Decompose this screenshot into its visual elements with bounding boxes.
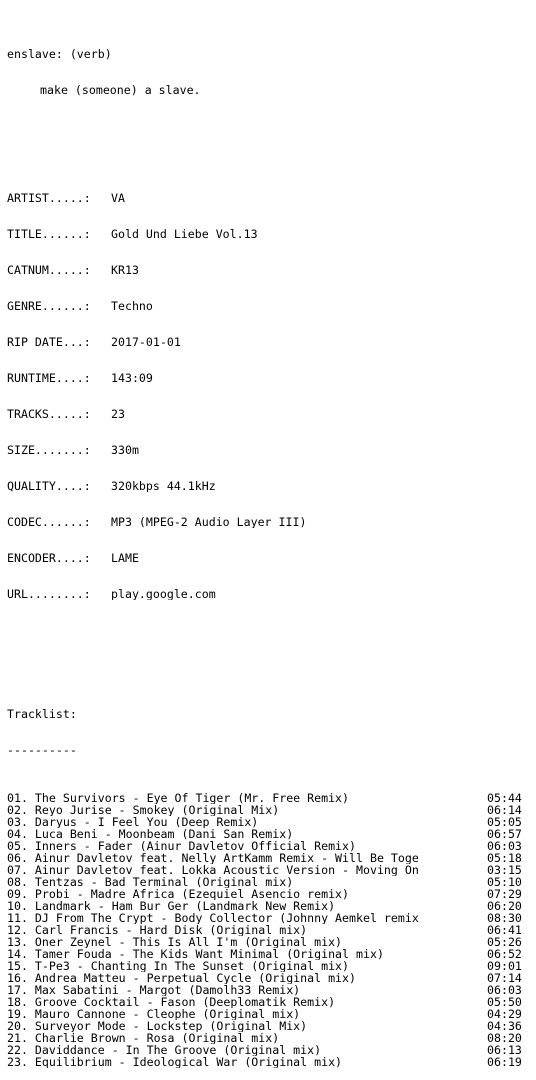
track-row [7, 972, 536, 984]
track-row [7, 948, 536, 960]
track-row [7, 924, 536, 936]
track-row [7, 1032, 536, 1044]
nfo-document [7, 24, 536, 1080]
info-key: ARTIST.....: [7, 192, 91, 204]
track-title: 13. Oner Zeynel - This Is All I'm (Original mix) [7, 936, 343, 948]
definition-term: enslave: (verb) [7, 48, 112, 60]
track-title: 17. Max Sabatini - Margot (Damolh33 Remix) [7, 984, 301, 996]
track-duration: 05:50 [487, 995, 522, 1009]
track-title: 12. Carl Francis - Hard Disk (Original mix) [7, 924, 308, 936]
info-key: TITLE......: [7, 228, 91, 240]
info-value: 2017-01-01 [111, 336, 181, 348]
track-title: 01. The Survivors - Eye Of Tiger (Mr. Free Remix) [7, 792, 350, 804]
info-value: play.google.com [111, 588, 216, 600]
info-row-encoder [7, 552, 536, 564]
info-row-quality [7, 480, 536, 492]
track-row [7, 1008, 536, 1020]
track-title: 04. Luca Beni - Moonbeam (Dani San Remix) [7, 828, 294, 840]
info-value: Techno [111, 300, 153, 312]
tracklist-rule: ---------- [7, 744, 77, 756]
info-key: CATNUM.....: [7, 264, 91, 276]
track-duration: 06:03 [487, 839, 522, 853]
track-row [7, 792, 536, 804]
info-key: URL........: [7, 588, 91, 600]
track-duration: 03:15 [487, 863, 522, 877]
track-duration: 06:41 [487, 923, 522, 937]
info-key: RUNTIME....: [7, 372, 91, 384]
track-title: 15. T-Pe3 - Chanting In The Sunset (Original mix) [7, 960, 350, 972]
info-row-url [7, 588, 536, 600]
track-duration: 05:05 [487, 815, 522, 829]
info-key: ENCODER....: [7, 552, 91, 564]
track-duration: 08:30 [487, 911, 522, 925]
info-row-catnum [7, 264, 536, 276]
info-value: 143:09 [111, 372, 153, 384]
track-duration: 05:18 [487, 851, 522, 865]
track-row [7, 996, 536, 1008]
track-row [7, 1020, 536, 1032]
track-title: 16. Andrea Matteu - Perpetual Cycle (Original mix) [7, 972, 357, 984]
info-key: RIP DATE...: [7, 336, 91, 348]
info-value: 330m [111, 444, 139, 456]
track-duration: 06:57 [487, 827, 522, 841]
track-row [7, 876, 536, 888]
track-duration: 09:01 [487, 959, 522, 973]
track-duration: 06:13 [487, 1043, 522, 1057]
info-value: VA [111, 192, 125, 204]
track-row [7, 840, 536, 852]
track-row [7, 888, 536, 900]
track-row [7, 864, 536, 876]
track-title: 07. Ainur Davletov feat. Lokka Acoustic Version - Moving On [7, 864, 419, 876]
track-title: 19. Mauro Cannone - Cleophe (Original mix) [7, 1008, 301, 1020]
tracklist [7, 792, 536, 1068]
track-row [7, 852, 536, 864]
info-value: MP3 (MPEG-2 Audio Layer III) [111, 516, 307, 528]
track-duration: 05:10 [487, 875, 522, 889]
info-value: Gold Und Liebe Vol.13 [111, 228, 258, 240]
track-title: 09. Probi - Madre Africa (Ezequiel Asencio remix) [7, 888, 350, 900]
track-duration: 05:26 [487, 935, 522, 949]
info-row-rip-date [7, 336, 536, 348]
track-duration: 07:29 [487, 887, 522, 901]
track-title: 11. DJ From The Crypt - Body Collector (Johnny Aemkel remix [7, 912, 419, 924]
track-duration: 05:44 [487, 791, 522, 805]
track-row [7, 912, 536, 924]
track-row [7, 936, 536, 948]
info-key: GENRE......: [7, 300, 91, 312]
track-row [7, 804, 536, 816]
track-title: 06. Ainur Davletov feat. Nelly ArtKamm Remix - Will Be Toge [7, 852, 419, 864]
track-duration: 06:14 [487, 803, 522, 817]
info-row-codec [7, 516, 536, 528]
track-row [7, 960, 536, 972]
track-title: 18. Groove Cocktail - Fason (Deeplomatik Remix) [7, 996, 336, 1008]
track-title: 02. Reyo Jurise - Smokey (Original Mix) [7, 804, 280, 816]
tracklist-heading: Tracklist: [7, 708, 77, 720]
spacer [7, 120, 536, 132]
track-title: 21. Charlie Brown - Rosa (Original mix) [7, 1032, 280, 1044]
track-duration: 07:14 [487, 971, 522, 985]
track-title: 22. Daviddance - In The Groove (Original mix) [7, 1044, 322, 1056]
track-row [7, 984, 536, 996]
track-title: 08. Tentzas - Bad Terminal (Original mix) [7, 876, 294, 888]
track-duration: 06:52 [487, 947, 522, 961]
track-duration: 04:29 [487, 1007, 522, 1021]
track-duration: 04:36 [487, 1019, 522, 1033]
track-title: 05. Inners - Fader (Ainur Davletov Official Remix) [7, 840, 357, 852]
info-value: 320kbps 44.1kHz [111, 480, 216, 492]
info-row-size [7, 444, 536, 456]
info-row-artist [7, 192, 536, 204]
info-key: TRACKS.....: [7, 408, 91, 420]
track-duration: 06:03 [487, 983, 522, 997]
track-title: 14. Tamer Fouda - The Kids Want Minimal (Original mix) [7, 948, 384, 960]
track-duration: 08:20 [487, 1031, 522, 1045]
track-row [7, 900, 536, 912]
info-row-title [7, 228, 536, 240]
info-key: CODEC......: [7, 516, 91, 528]
info-row-genre [7, 300, 536, 312]
track-title: 20. Surveyor Mode - Lockstep (Original Mix) [7, 1020, 308, 1032]
track-title: 23. Equilibrium - Ideological War (Original mix) [7, 1056, 343, 1068]
track-title: 10. Landmark - Ham Bur Ger (Landmark New Remix) [7, 900, 336, 912]
track-duration: 06:19 [487, 1055, 522, 1069]
track-row [7, 816, 536, 828]
info-value: KR13 [111, 264, 139, 276]
release-info [7, 168, 536, 624]
track-row [7, 1044, 536, 1056]
info-row-runtime [7, 372, 536, 384]
track-row [7, 828, 536, 840]
info-value: LAME [111, 552, 139, 564]
track-duration: 06:20 [487, 899, 522, 913]
spacer [7, 660, 536, 672]
definition-meaning: make (someone) a slave. [40, 84, 201, 96]
info-row-tracks [7, 408, 536, 420]
info-key: QUALITY....: [7, 480, 91, 492]
track-title: 03. Daryus - I Feel You (Deep Remix) [7, 816, 259, 828]
info-value: 23 [111, 408, 125, 420]
info-key: SIZE.......: [7, 444, 91, 456]
track-row [7, 1056, 536, 1068]
